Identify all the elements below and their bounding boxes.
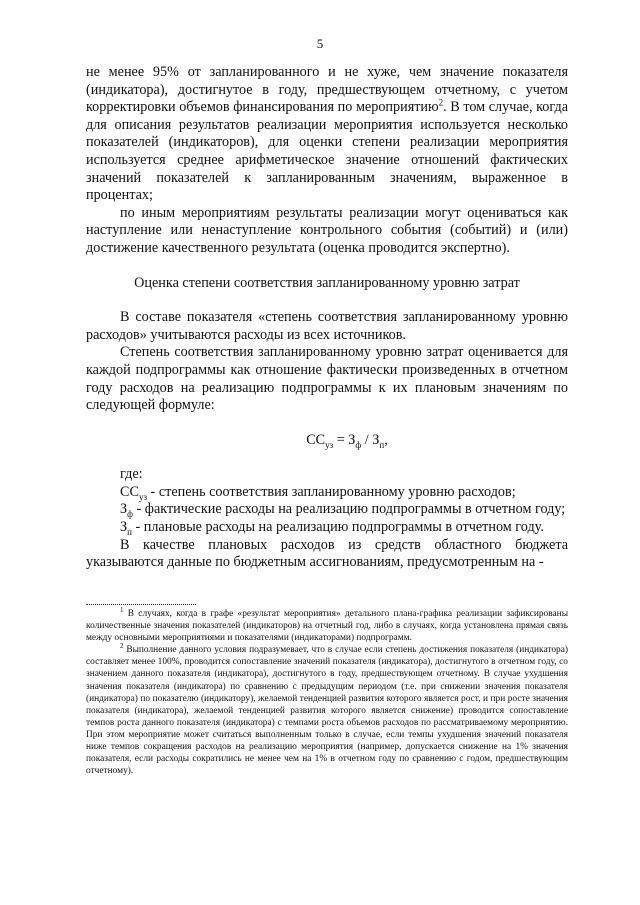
section-heading: Оценка степени соответствия запланированному уровню затрат — [134, 274, 520, 291]
paragraph-planned-expenses: В качестве плановых расходов из средств областного бюджета указываются данные по бюджетным ассигнованиям, предусмотренным на - — [86, 536, 568, 571]
where-label: где: — [120, 466, 143, 483]
footnote-2: $^2$ Выполнение данного условия подразумевает, что в случае если степень достижения показателя (индикатора) составляет менее 100%, проводится сопоставление значений показателя (индикатора), достигнутого в отчетном году, со значением данного показателя (индикатора), достигнутого в году, предшествующем отчетному. В случае ухудшения значения показателя (индикатора) по сравнению с предыдущим периодом (т.е. при снижении значения показателя (индикатора) по показателю (индикатору), желаемой тенденцией развития которого является рост, и при росте значения показателя (индикатора), желаемой тенденцией развития которого является снижение) проводится сопоставление темпов роста данного показателя (индикатора) с темпами роста объемов расходов по рассматриваемому мероприятию. При этом мероприятие может считаться выполненным только в случае, если темпы ухудшения значений показателя ниже темпов сокращения расходов на реализацию мероприятия (например, допускается снижение на 1% значения показателя, если расходы сократились не менее чем на 1% в отчетном году по сравнению с годом, предшествующим отчетному). — [86, 642, 568, 777]
paragraph-other-events: по иным мероприятиям результаты реализации могут оцениваться как наступление или ненаступление контрольного события (событий) и (или) достижение качественного результата (оценка проводится экспертно). — [86, 204, 568, 256]
definition-zf: $З_ф$ - фактические расходы на реализацию подпрограммы в отчетном году; — [120, 501, 566, 520]
formula: $СС_{уз} = З_ф / З_п$, — [306, 431, 388, 450]
footnote-1: $^1$ В случаях, когда в графе «результат мероприятия» детального плана-графика реализации зафиксированы количественные значения показателей (индикаторов) на отчетный год, либо в случаях, когда установлена прямая связь между основными мероприятиями и показателями (индикаторами) подпрограмм. — [86, 605, 568, 644]
paragraph-continuation: не менее 95% от запланированного и не хуже, чем значение показателя (индикатора), достигнутое в году, предшествующем отчетному, с учетом корректировки объемов финансирования по мероприятию$^2$. В том случае, когда для описания результатов реализации мероприятия используется несколько показателей (индикаторов), для оценки степени реализации мероприятия используется среднее арифметическое значение отношений фактических значений показателей к запланированным значениям, выраженное в процентах; — [86, 64, 568, 204]
page-number: 5 — [316, 36, 324, 51]
paragraph-costs-included: В составе показателя «степень соответствия запланированному уровню расходов» учитываются расходы из всех источников. — [86, 309, 568, 343]
paragraph-degree-assessed: Степень соответствия запланированному уровню затрат оценивается для каждой подпрограммы как отношение фактически произведенных в отчетном году расходов на реализацию подпрограммы к их плановым значениям по следующей формуле: — [86, 344, 568, 414]
definition-zp: $З_п$ - плановые расходы на реализацию подпрограммы в отчетном году. — [120, 519, 544, 537]
document-body — [86, 64, 568, 572]
footnotes — [86, 605, 568, 777]
footnote-separator — [86, 604, 196, 605]
footnote-ref-2: 2 — [438, 97, 444, 108]
definition-ss: $СС_{уз}$ - степень соответствия запланированному уровню расходов; — [120, 483, 516, 502]
